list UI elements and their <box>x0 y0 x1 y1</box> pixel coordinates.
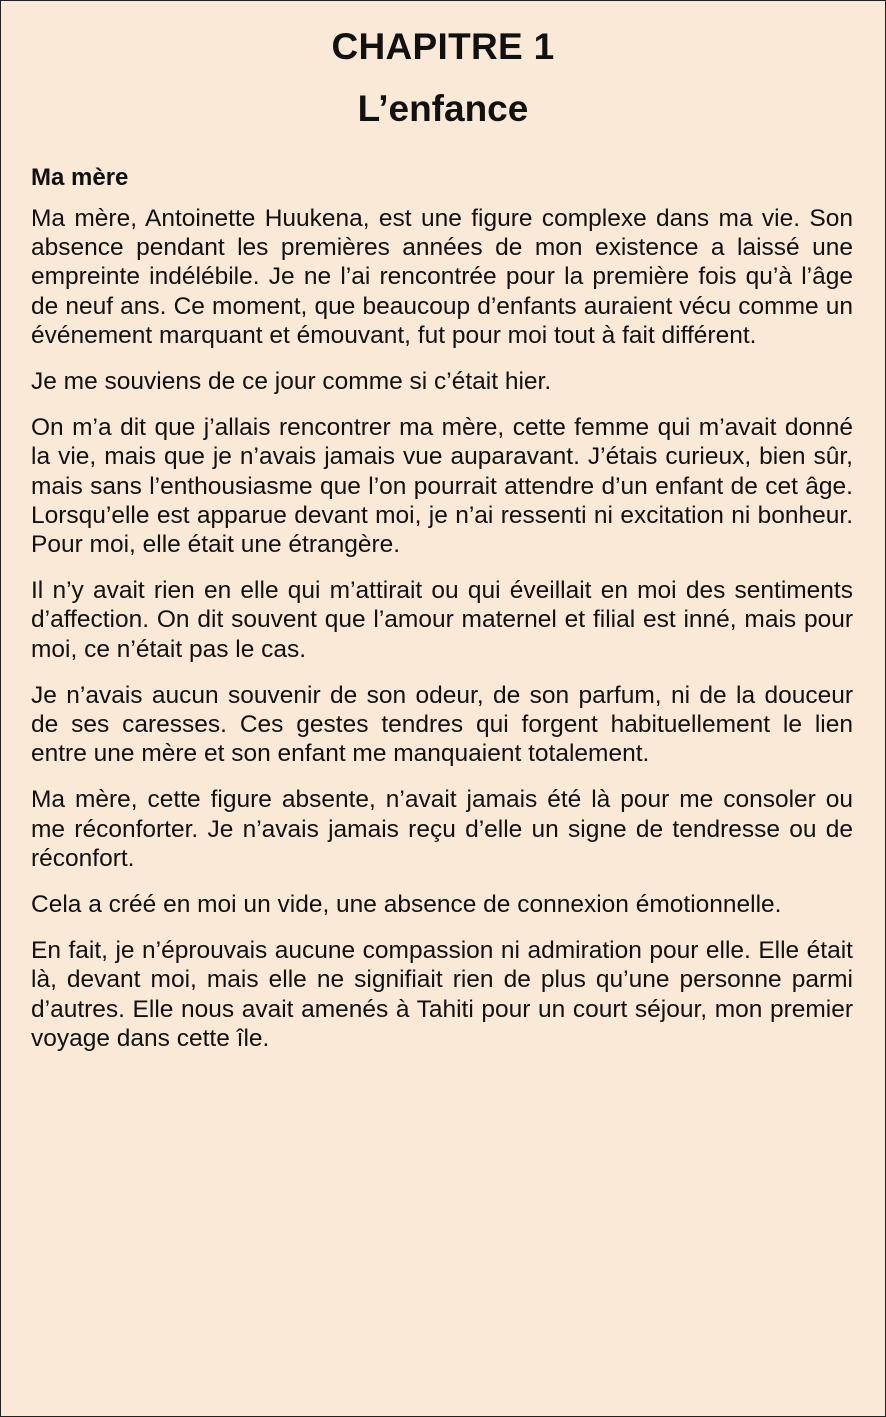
chapter-content <box>31 163 853 1070</box>
paragraph-7: Cela a créé en moi un vide, une absence de connexion émotionnelle. <box>31 891 782 919</box>
paragraph-4: Il n’y avait rien en elle qui m’attirait ou qui éveillait en moi des sentiments d’affection. On dit souvent que l’amour maternel et filial est inné, mais pour moi, ce n’était pas le cas. <box>31 577 853 663</box>
chapter-number: CHAPITRE 1 <box>331 26 555 67</box>
paragraph-3: On m’a dit que j’allais rencontrer ma mère, cette femme qui m’avait donné la vie, mais que je n’avais jamais vue auparavant. J’étais curieux, bien sûr, mais sans l’enthousiasme que l’on pourrait attendre d’un enfant de cet âge. Lorsqu’elle est apparue devant moi, je n’ai ressenti ni excitation ni bonheur. Pour moi, elle était une étrangère. <box>31 414 853 559</box>
paragraph-1: Ma mère, Antoinette Huukena, est une figure complexe dans ma vie. Son absence pendant les premières années de mon existence a laissé une empreinte indélébile. Je ne l’ai rencontrée pour la première fois qu’à l’âge de neuf ans. Ce moment, que beaucoup d’enfants auraient vécu comme un événement marquant et émouvant, fut pour moi tout à fait différent. <box>31 205 853 349</box>
chapter-title: L’enfance <box>357 88 529 129</box>
paragraph-5: Je n’avais aucun souvenir de son odeur, de son parfum, ni de la douceur de ses caresses. Ces gestes tendres qui forgent habituellement le lien entre une mère et son enfant me manquaient totalement. <box>31 681 853 768</box>
paragraph-2: Je me souviens de ce jour comme si c’était hier. <box>31 368 552 396</box>
paragraph-6: Ma mère, cette figure absente, n’avait jamais été là pour me consoler ou me réconforter. Je n’avais jamais reçu d’elle un signe de tendresse ou de réconfort. <box>31 786 853 872</box>
section-heading: Ma mère <box>31 164 129 191</box>
paragraph-8: En fait, je n’éprouvais aucune compassion ni admiration pour elle. Elle était là, devant moi, mais elle ne signifiait rien de plus qu’une personne parmi d’autres. Elle nous avait amenés à Tahiti pour un court séjour, mon premier voyage dans cette île. <box>31 937 853 1052</box>
